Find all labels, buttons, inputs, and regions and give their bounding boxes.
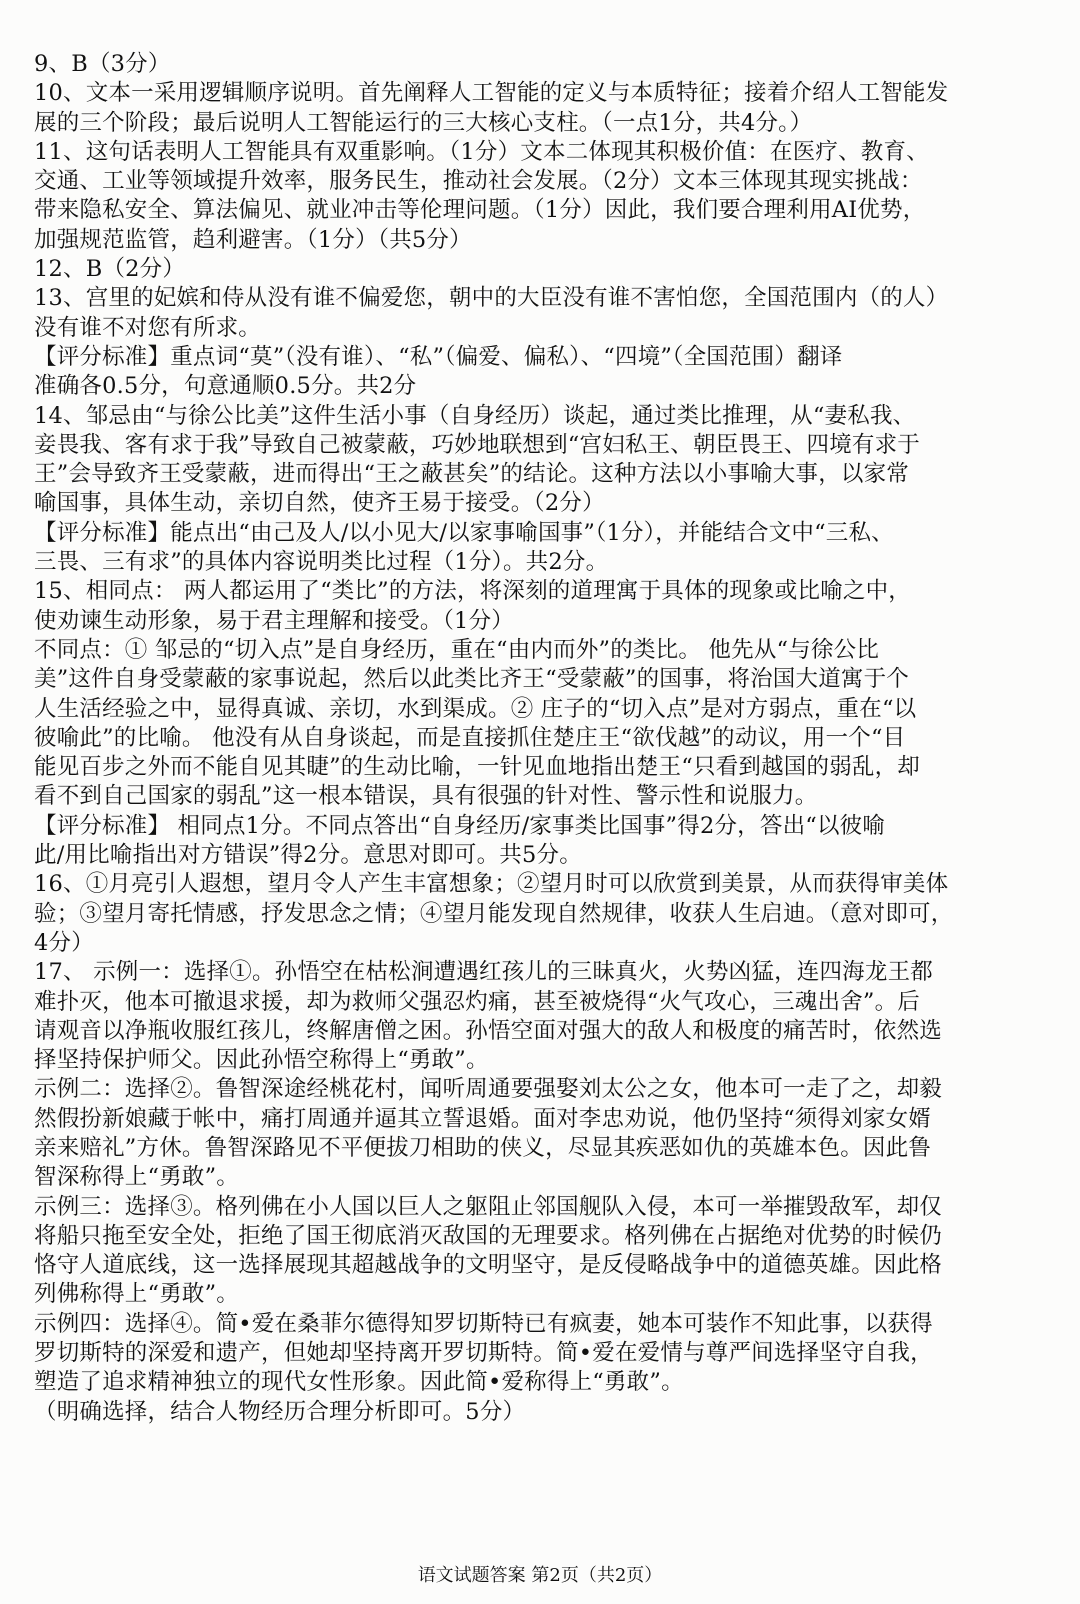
answer-line: 喻国事，具体生动，亲切自然，使齐王易于接受。（2分） xyxy=(34,490,605,517)
answer-line: 16、①月亮引人遐想，望月令人产生丰富想象；②望月时可以欣赏到美景，从而获得审美体 xyxy=(34,871,949,898)
answer-line: 择坚持保护师父。因此孙悟空称得上“勇敢”。 xyxy=(34,1047,489,1074)
answer-line: 15、相同点： 两人都运用了“类比”的方法，将深刻的道理寓于具体的现象或比喻之中， xyxy=(34,578,911,605)
page-footer: 语文试题答案 第2页（共2页） xyxy=(417,1565,663,1586)
answer-line: 智深称得上“勇敢”。 xyxy=(34,1164,240,1191)
answer-line: 示例三：选择③。格列佛在小人国以巨人之躯阻止邻国舰队入侵，本可一举摧毁敌军，却仅 xyxy=(34,1193,943,1220)
answer-line: 不同点：① 邹忌的“切入点”是自身经历，重在“由内而外”的类比。 他先从“与徐公比 xyxy=(34,636,880,663)
answer-line: 展的三个阶段；最后说明人工智能运行的三大核心支柱。（一点1分，共4分。） xyxy=(34,109,813,136)
answer-line: 难扑灭，他本可撤退求援，却为救师父强忍灼痛，甚至被烧得“火气攻心，三魂出舍”。后 xyxy=(34,988,921,1015)
answer-line: 彼喻此”的比喻。 他没有从自身谈起，而是直接抓住楚庄王“欲伐越”的动议，用一个“目 xyxy=(34,724,906,751)
answer-line: 13、宫里的妃嫔和侍从没有谁不偏爱您，朝中的大臣没有谁不害怕您，全国范围内（的人） xyxy=(34,285,949,312)
answer-line: 列佛称得上“勇敢”。 xyxy=(34,1281,240,1308)
answer-line: 能见百步之外而不能自见其睫”的生动比喻，一针见血地指出楚王“只看到越国的弱乱，却 xyxy=(34,754,921,781)
answer-line: 将船只拖至安全处，拒绝了国王彻底消灭敌国的无理要求。格列佛在占据绝对优势的时候仍 xyxy=(34,1222,943,1249)
answer-line: 加强规范监管，趋利避害。（1分）（共5分） xyxy=(34,226,472,253)
answer-line: 10、文本一采用逻辑顺序说明。首先阐释人工智能的定义与本质特征；接着介绍人工智能发 xyxy=(34,80,949,107)
answer-line: 【评分标准】 相同点1分。不同点答出“自身经历/家事类比国事”得2分，答出“以彼喻 xyxy=(34,812,886,839)
answer-line: 塑造了追求精神独立的现代女性形象。因此简•爱称得上“勇敢”。 xyxy=(34,1369,684,1396)
answer-line: 4分） xyxy=(34,929,94,956)
answer-line: 王”会导致齐王受蒙蔽，进而得出“王之蔽甚矣”的结论。这种方法以小事喻大事，以家常 xyxy=(34,461,910,488)
answer-line: 【评分标准】重点词“莫”（没有谁）、“私”（偏爱、偏私）、“四境”（全国范围）翻译 xyxy=(34,343,843,370)
answer-line: 准确各0.5分，句意通顺0.5分。共2分 xyxy=(34,373,417,400)
answer-line: 然假扮新娘藏于帐中，痛打周通并逼其立誓退婚。面对李忠劝说，他仍坚持“须得刘家女婿 xyxy=(34,1105,932,1132)
answer-line: 11、这句话表明人工智能具有双重影响。（1分）文本二体现其积极价值：在医疗、教育、 xyxy=(34,138,929,165)
answer-line: 带来隐私安全、算法偏见、就业冲击等伦理问题。（1分）因此，我们要合理利用AI优势， xyxy=(34,197,926,224)
answer-line: 示例四：选择④。简•爱在桑菲尔德得知罗切斯特已有疯妻，她本可装作不知此事，以获得 xyxy=(34,1310,933,1337)
answer-line: 美”这件自身受蒙蔽的家事说起，然后以此类比齐王“受蒙蔽”的国事，将治国大道寓于个 xyxy=(34,666,910,693)
answer-line: 人生活经验之中，显得真诚、亲切，水到渠成。② 庄子的“切入点”是对方弱点，重在“以 xyxy=(34,695,917,722)
answer-line: 此/用比喻指出对方错误”得2分。意思对即可。共5分。 xyxy=(34,842,582,869)
answer-content xyxy=(34,50,1048,1427)
answer-line: 验；③望月寄托情感，抒发思念之情；④望月能发现自然规律，收获人生启迪。（意对即可， xyxy=(34,900,954,927)
answer-line: 看不到自己国家的弱乱”这一根本错误，具有很强的针对性、警示性和说服力。 xyxy=(34,783,818,810)
answer-line: 17、 示例一：选择①。孙悟空在枯松涧遭遇红孩儿的三昧真火，火势凶猛，连四海龙王都 xyxy=(34,959,933,986)
answer-line: 9、B（3分） xyxy=(34,51,171,77)
answer-line: 使劝谏生动形象，易于君主理解和接受。（1分） xyxy=(34,607,514,634)
answer-line: 请观音以净瓶收服红孩儿，终解唐僧之困。孙悟空面对强大的敌人和极度的痛苦时，依然选 xyxy=(34,1017,943,1044)
answer-line: 【评分标准】能点出“由己及人/以小见大/以家事喻国事”（1分），并能结合文中“三私、 xyxy=(34,519,894,546)
answer-line: 恪守人道底线，这一选择展现其超越战争的文明坚守，是反侵略战争中的道德英雄。因此格 xyxy=(34,1252,943,1279)
answer-line: 亲来赔礼”方休。鲁智深路见不平便拔刀相助的侠义，尽显其疾恶如仇的英雄本色。因此鲁 xyxy=(34,1134,932,1161)
answer-line: 妾畏我、客有求于我”导致自己被蒙蔽，巧妙地联想到“宫妇私王、朝臣畏王、四境有求于 xyxy=(34,431,921,458)
answer-line: 12、B（2分） xyxy=(34,256,186,283)
answer-line: 没有谁不对您有所求。 xyxy=(34,314,262,341)
answer-line: 罗切斯特的深爱和遗产，但她却坚持离开罗切斯特。简•爱在爱情与尊严间选择坚守自我， xyxy=(34,1340,933,1367)
answer-line: 三畏、三有求”的具体内容说明类比过程（1分）。共2分。 xyxy=(34,549,609,576)
answer-line: 示例二：选择②。鲁智深途经桃花村，闻听周通要强娶刘太公之女，他本可一走了之，却毅 xyxy=(34,1076,943,1103)
answer-line: 14、邹忌由“与徐公比美”这件生活小事（自身经历）谈起，通过类比推理，从“妻私我、 xyxy=(34,402,916,429)
answer-line: 交通、工业等领域提升效率，服务民生，推动社会发展。（2分）文本三体现其现实挑战： xyxy=(34,168,923,195)
answer-line: （明确选择，结合人物经历合理分析即可。5分） xyxy=(34,1398,526,1425)
